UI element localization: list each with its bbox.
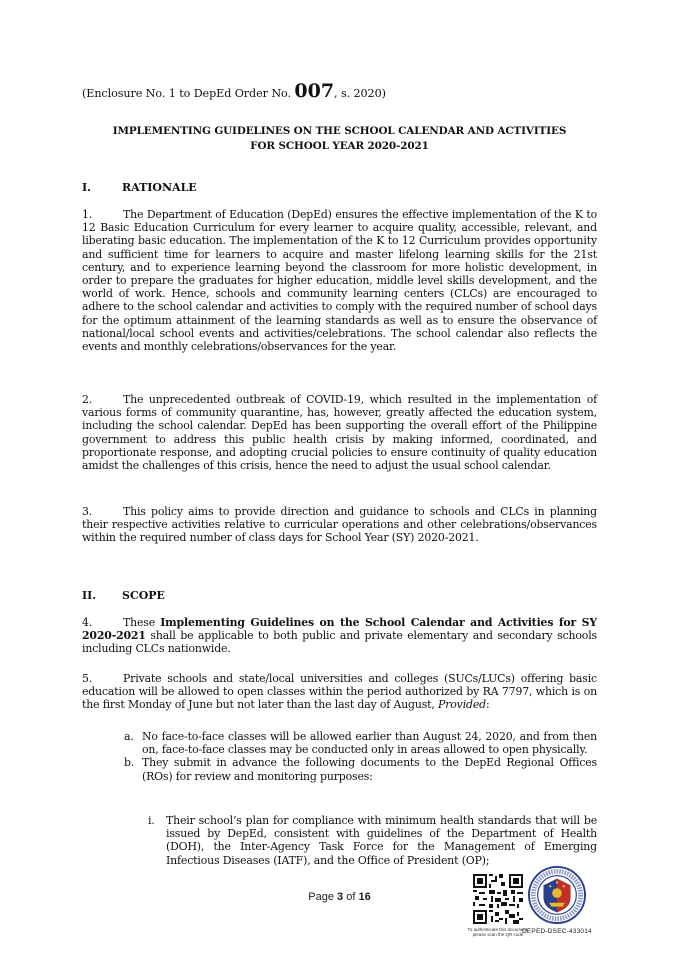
paragraph-text-before: These <box>123 616 161 629</box>
page-of: of <box>343 891 359 903</box>
paragraph-number: 2. <box>82 393 93 406</box>
paragraph-number: 5. <box>82 672 93 685</box>
enclosure-note <box>82 80 386 102</box>
list-item-text: No face-to-face classes will be allowed earlier than August 24, 2020, and from then on, face-to-face classes may be conducted only in areas allowed to open physically. <box>142 730 597 757</box>
paragraph-text: The Department of Education (DepEd) ensures the effective implementation of the K to 12 Basic Education Curriculum for every learner to acquire quality, accessible, relevant, and liberating basic education. The implementation of the K to 12 Curriculum provides opportunity and sufficient time for learners to acquire and master lifelong learning skills for the 21st century, and to experience learning beyond the classroom for more holistic development, in order to prepare the graduates for higher education, middle level skills development, and the world of work. Hence, schools and community learning centers (CLCs) are encouraged to adhere to the school calendar and activities to comply with the required number of school days for the optimum attainment of the learning standards as well as to ensure the observance of national/local school events and activities/celebrations. The school calendar also reflects the events and monthly celebrations/observances for the year. <box>82 208 597 354</box>
provided-italic: Provided <box>438 698 486 712</box>
paragraph-number: 4. <box>82 616 93 629</box>
list-roman <box>148 814 597 867</box>
section-number: I. <box>82 181 91 194</box>
list-item-i <box>148 814 597 867</box>
section-title: SCOPE <box>122 589 165 602</box>
page-current: 3 <box>337 891 344 903</box>
qr-caption: To authenticate this document, please scan the QR code <box>467 927 529 937</box>
list-marker: b. <box>124 756 135 770</box>
list-item-a <box>124 730 597 756</box>
paragraph-text-after: shall be applicable to both public and private elementary and secondary schools including CLCs nationwide. <box>82 629 597 656</box>
paragraph-number: 1. <box>82 208 93 221</box>
paragraph-number: 3. <box>82 505 93 518</box>
paragraph-5 <box>82 672 597 712</box>
section-heading-rationale <box>82 181 197 194</box>
list-marker: a. <box>124 730 134 743</box>
enclosure-prefix: (Enclosure No. 1 to DepEd Order No. <box>82 87 295 100</box>
list-alpha <box>124 730 597 783</box>
list-item-text: They submit in advance the following documents to the DepEd Regional Offices (ROs) for review and monitoring purposes: <box>142 756 597 783</box>
list-item-text: Their school’s plan for compliance with minimum health standards that will be issued by DepEd, consistent with guidelines of the Department of Health (DOH), the Inter-Agency Task Force for the Management of Emerging Infectious Diseases (IATF), and the Office of President (OP); <box>166 814 597 867</box>
paragraph-text: Private schools and state/local universities and colleges (SUCs/LUCs) offering basic education will be allowed to open classes within the period authorized by RA 7797, which is on the first Monday of June but not later than the last day of August, <box>82 672 597 712</box>
paragraph-text: This policy aims to provide direction and guidance to schools and CLCs in planning their respective activities relative to curricular operations and other celebrations/observances within the required number of class days for School Year (SY) 2020-2021. <box>82 505 597 545</box>
order-number: 007 <box>294 80 335 102</box>
paragraph-text: The unprecedented outbreak of COVID-19, which resulted in the implementation of various forms of community quarantine, has, however, greatly affected the education system, including the school calendar. DepEd has been supporting the overall effort of the Philippine government to address this public health crisis by making informed, coordinated, and proportionate response, and adopting crucial policies to ensure continuity of quality education amidst the challenges of this crisis, hence the need to adjust the usual school calendar. <box>82 393 597 473</box>
section-heading-scope <box>82 589 165 602</box>
document-title <box>82 124 597 154</box>
section-title: RATIONALE <box>122 181 197 194</box>
paragraph-end: : <box>485 698 490 712</box>
title-line-1: IMPLEMENTING GUIDELINES ON THE SCHOOL CALENDAR AND ACTIVITIES <box>112 125 567 137</box>
control-number: DEPED-DSEC-433014 <box>522 928 592 935</box>
list-marker: i. <box>148 814 155 827</box>
qr-code-icon <box>473 874 523 924</box>
deped-seal-icon <box>528 866 586 924</box>
guidelines-title-bold: Implementing Guidelines on the School Calendar and Activities for SY 2020-2021 <box>82 616 597 643</box>
page-total: 16 <box>358 891 371 903</box>
title-line-2: FOR SCHOOL YEAR 2020-2021 <box>250 140 429 152</box>
paragraph-1 <box>82 208 597 353</box>
section-number: II. <box>82 589 97 602</box>
paragraph-3 <box>82 505 597 545</box>
paragraph-2 <box>82 393 597 472</box>
list-item-b <box>124 756 597 782</box>
page-label: Page <box>308 891 338 903</box>
enclosure-suffix: , s. 2020) <box>334 87 386 100</box>
paragraph-4 <box>82 616 597 656</box>
